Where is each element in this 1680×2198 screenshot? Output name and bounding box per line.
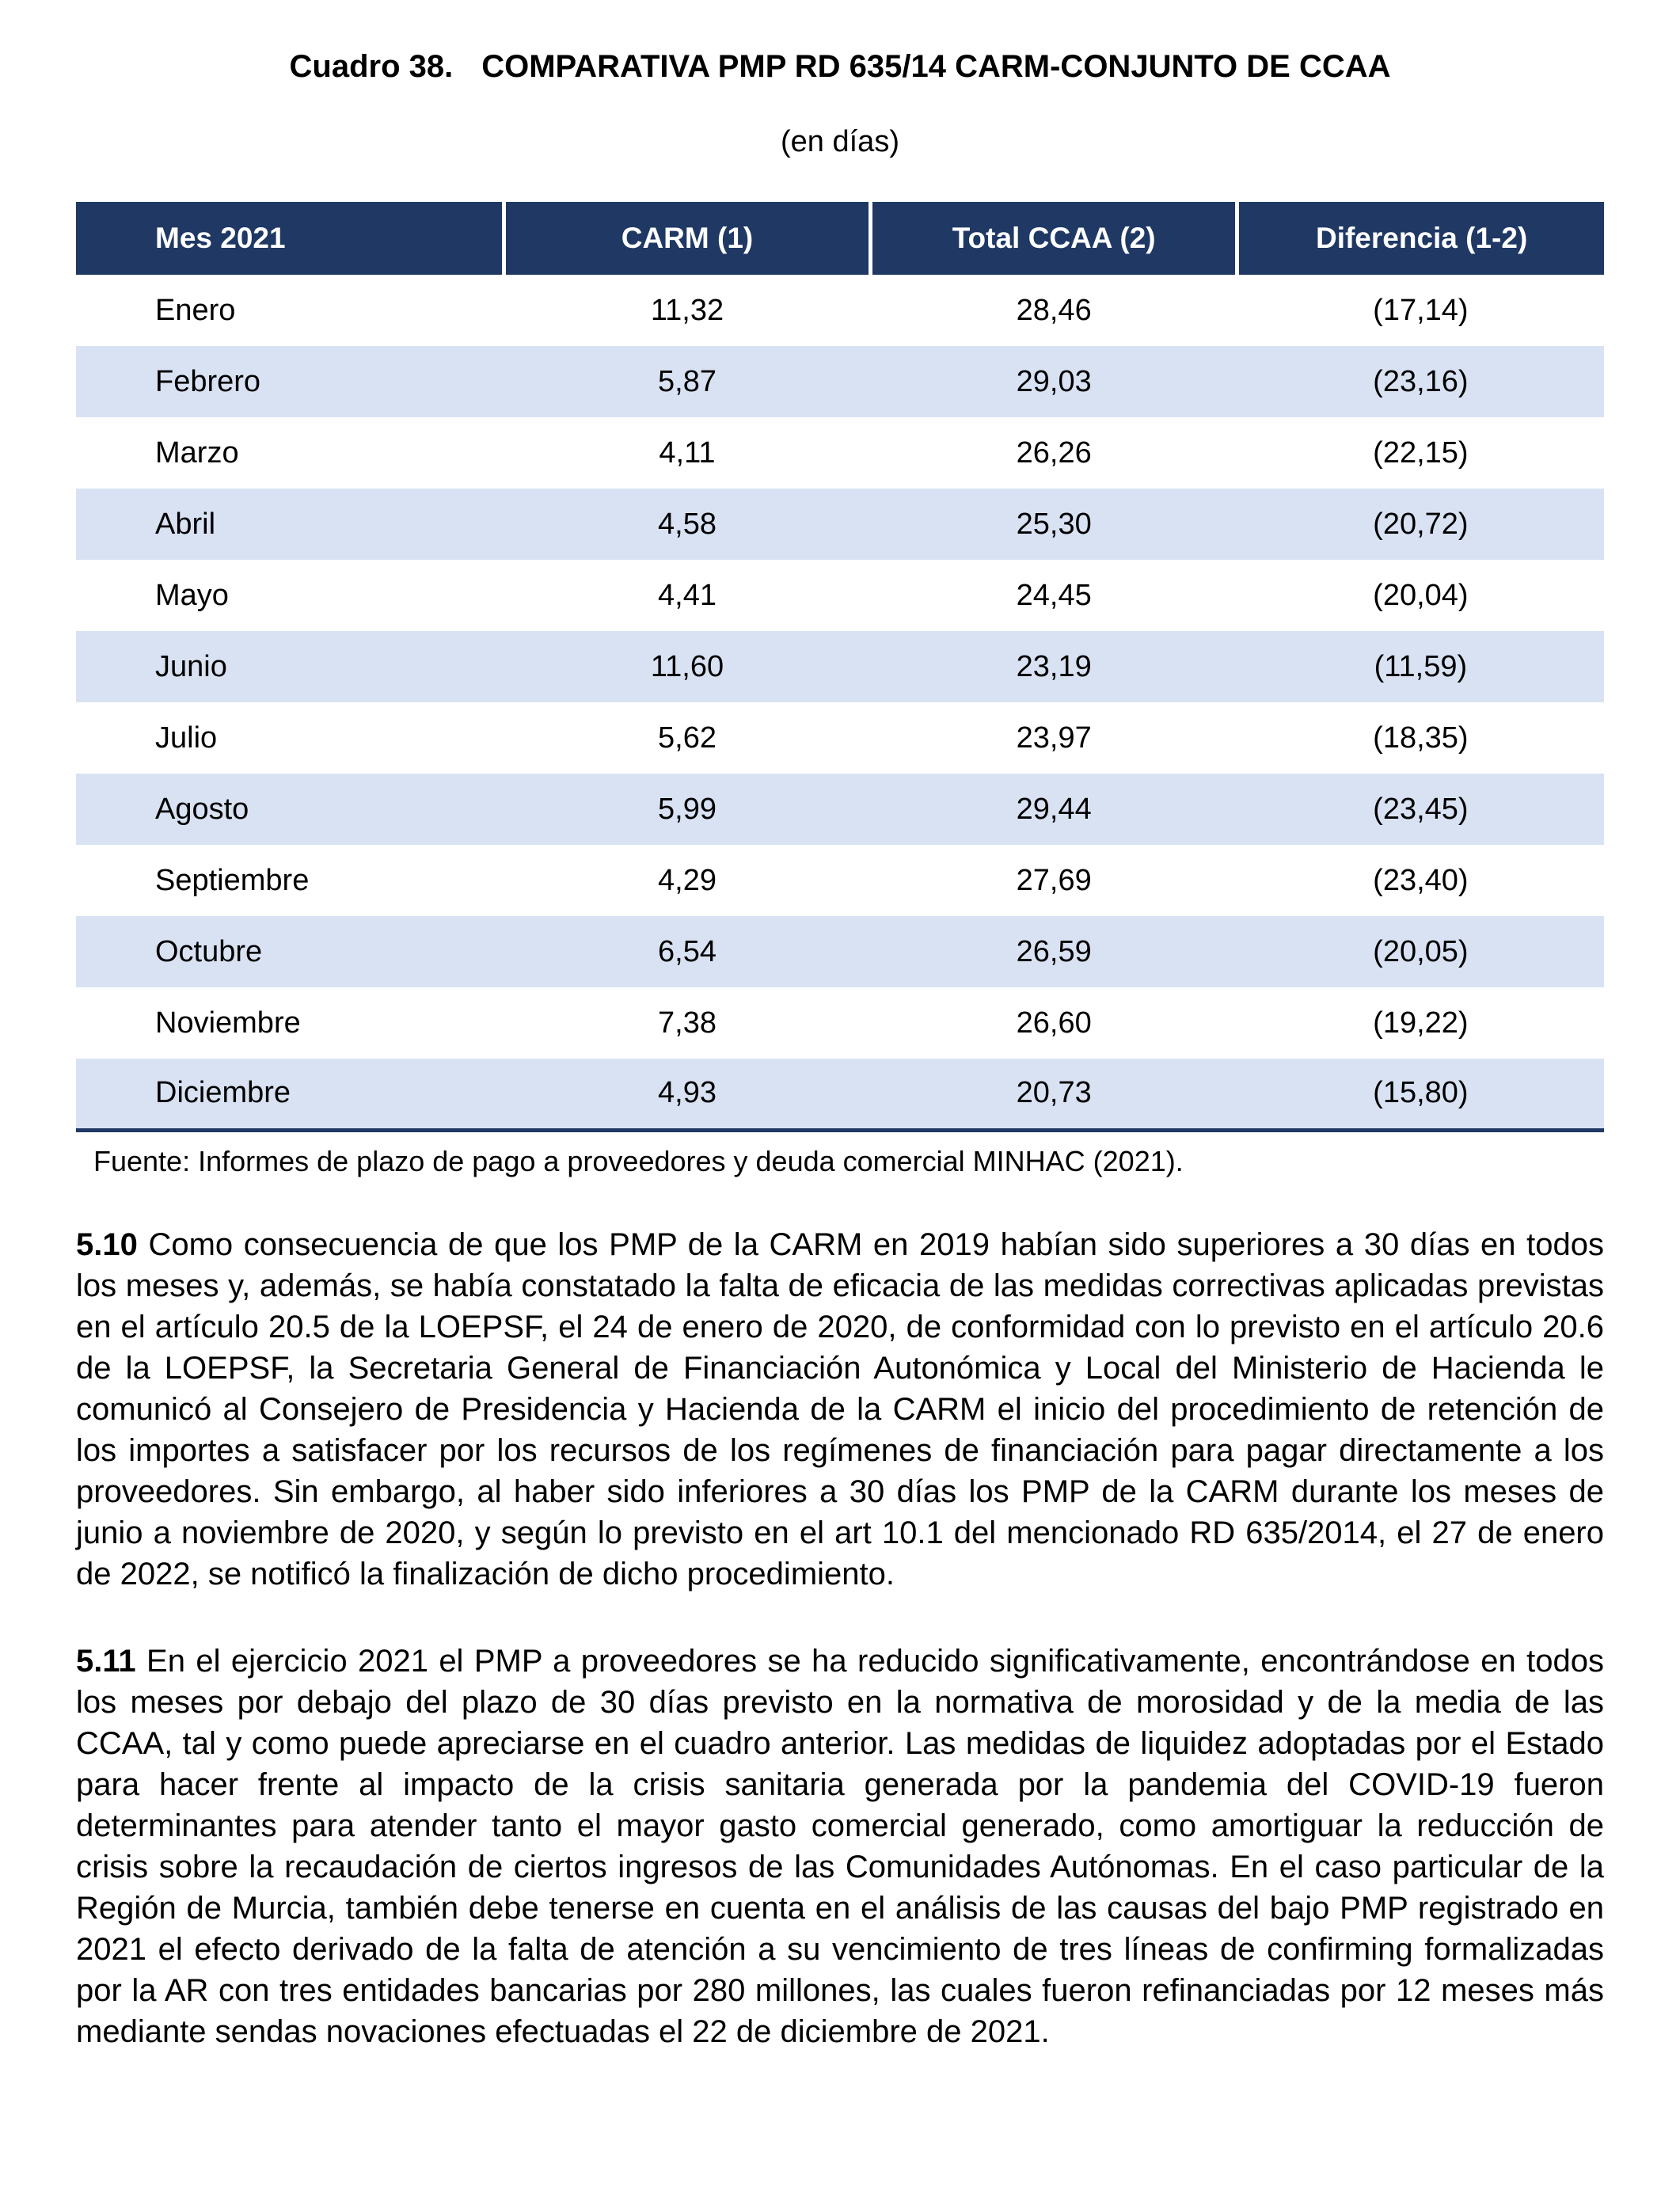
paragraph-text: Como consecuencia de que los PMP de la CARM en 2019 habían sido superiores a 30 días en todos los meses y, además, se había constatado la falta de eficacia de las medidas correctivas aplicadas previstas en el artículo 20.5 de la LOEPSF, el 24 de enero de 2020, de conformidad con lo previsto en el artículo 20.6 de la LOEPSF, la Secretaria General de Financiación Autonómica y Local del Ministerio de Hacienda le comunicó al Consejero de Presidencia y Hacienda de la CARM el inicio del procedimiento de retención de los importes a satisfacer por los recursos de los regímenes de financiación para pagar directamente a los proveedores. Sin embargo, al haber sido inferiores a 30 días los PMP de la CARM durante los meses de junio a noviembre de 2020, y según lo previsto en el art 10.1 del mencionado RD 635/2014, el 27 de enero de 2022, se notificó la finalización de dicho procedimiento. [76,1226,1604,1591]
table-row [76,417,1604,489]
cell-total-ccaa: 26,60 [1016,1006,1092,1040]
cell-mes: Mayo [155,578,229,612]
cell-carm: 4,29 [658,863,716,897]
cell-carm: 11,60 [650,649,724,683]
table-caption [76,48,1604,86]
cell-carm: 11,32 [650,293,724,327]
paragraph-number: 5.10 [76,1226,138,1262]
cell-diferencia: (20,04) [1373,578,1469,612]
cell-mes: Noviembre [155,1006,301,1040]
table-caption-label: Cuadro 38. [289,49,454,84]
cell-mes: Enero [155,293,236,327]
cell-total-ccaa: 26,26 [1016,435,1092,470]
cell-diferencia: (19,22) [1373,1006,1469,1040]
cell-mes: Junio [155,649,227,683]
cell-diferencia: (15,80) [1373,1076,1469,1110]
cell-total-ccaa: 24,45 [1016,578,1092,612]
table-row [76,987,1604,1059]
cell-diferencia: (20,05) [1373,934,1469,968]
cell-diferencia: (18,35) [1373,721,1469,755]
cell-total-ccaa: 29,03 [1016,364,1092,398]
cell-diferencia: (17,14) [1373,293,1469,327]
table-caption-title: COMPARATIVA PMP RD 635/14 CARM-CONJUNTO DE CCAA [481,49,1391,84]
table-row [76,702,1604,774]
column-header: CARM (1) [504,202,870,275]
cell-carm: 5,99 [658,792,716,826]
cell-diferencia: (11,59) [1374,649,1468,683]
table-header-row [76,202,1604,275]
cell-total-ccaa: 23,97 [1016,721,1092,755]
cell-mes: Febrero [155,364,261,398]
table-body [76,275,1604,1130]
cell-diferencia: (23,16) [1373,364,1469,398]
cell-mes: Abril [155,507,216,541]
table-row [76,489,1604,560]
table-row [76,845,1604,916]
cell-mes: Octubre [155,934,263,968]
table-row [76,916,1604,987]
cell-total-ccaa: 26,59 [1016,934,1092,968]
table-row [76,275,1604,346]
cell-carm: 4,93 [658,1076,716,1110]
table-row [76,1059,1604,1130]
cell-carm: 5,87 [658,364,716,398]
cell-carm: 4,11 [659,435,716,470]
cell-carm: 4,41 [658,578,716,612]
column-header: Total CCAA (2) [871,202,1237,275]
table-row [76,346,1604,417]
cell-diferencia: (23,45) [1373,792,1469,826]
cell-mes: Julio [155,721,218,755]
table-row [76,631,1604,702]
cell-total-ccaa: 28,46 [1016,293,1092,327]
table-row [76,774,1604,845]
paragraph-text: En el ejercicio 2021 el PMP a proveedores se ha reducido significativamente, encontrándose en todos los meses por debajo del plazo de 30 días previsto en la normativa de morosidad y de la media de las CCAA, tal y como puede apreciarse en el cuadro anterior. Las medidas de liquidez adoptadas por el Estado para hacer frente al impacto de la crisis sanitaria generada por la pandemia del COVID-19 fueron determinantes para atender tanto el mayor gasto comercial generado, como amortiguar la reducción de crisis sobre la recaudación de ciertos ingresos de las Comunidades Autónomas. En el caso particular de la Región de Murcia, también debe tenerse en cuenta en el análisis de las causas del bajo PMP registrado en 2021 el efecto derivado de la falta de atención a su vencimiento de tres líneas de confirming formalizadas por la AR con tres entidades bancarias por 280 millones, las cuales fueron refinanciadas por 12 meses más mediante sendas novaciones efectuadas el 22 de diciembre de 2021. [76,1643,1604,2049]
table-source-note: Fuente: Informes de plazo de pago a proveedores y deuda comercial MINHAC (2021). [93,1144,1184,1177]
table-header [76,202,1604,275]
column-header: Mes 2021 [76,202,504,275]
cell-carm: 4,58 [658,507,716,541]
table-row [76,560,1604,631]
paragraph-5-11 [76,1641,1604,2052]
cell-diferencia: (23,40) [1373,863,1469,897]
cell-diferencia: (20,72) [1373,507,1469,541]
cell-total-ccaa: 25,30 [1016,507,1092,541]
cell-carm: 5,62 [658,721,716,755]
cell-mes: Diciembre [155,1076,291,1110]
cell-mes: Septiembre [155,863,310,897]
paragraph-number: 5.11 [76,1643,136,1679]
cell-total-ccaa: 29,44 [1016,792,1092,826]
pmp-comparison-table [76,202,1604,1132]
column-header: Diferencia (1-2) [1237,202,1604,275]
cell-mes: Agosto [155,792,249,826]
cell-total-ccaa: 20,73 [1016,1076,1092,1110]
cell-carm: 7,38 [658,1006,716,1040]
table-caption-subtitle: (en días) [781,125,899,158]
cell-total-ccaa: 23,19 [1016,649,1092,683]
cell-total-ccaa: 27,69 [1016,863,1092,897]
paragraph-5-10 [76,1224,1604,1595]
cell-carm: 6,54 [658,934,716,968]
cell-diferencia: (22,15) [1373,435,1469,470]
cell-mes: Marzo [155,435,239,470]
